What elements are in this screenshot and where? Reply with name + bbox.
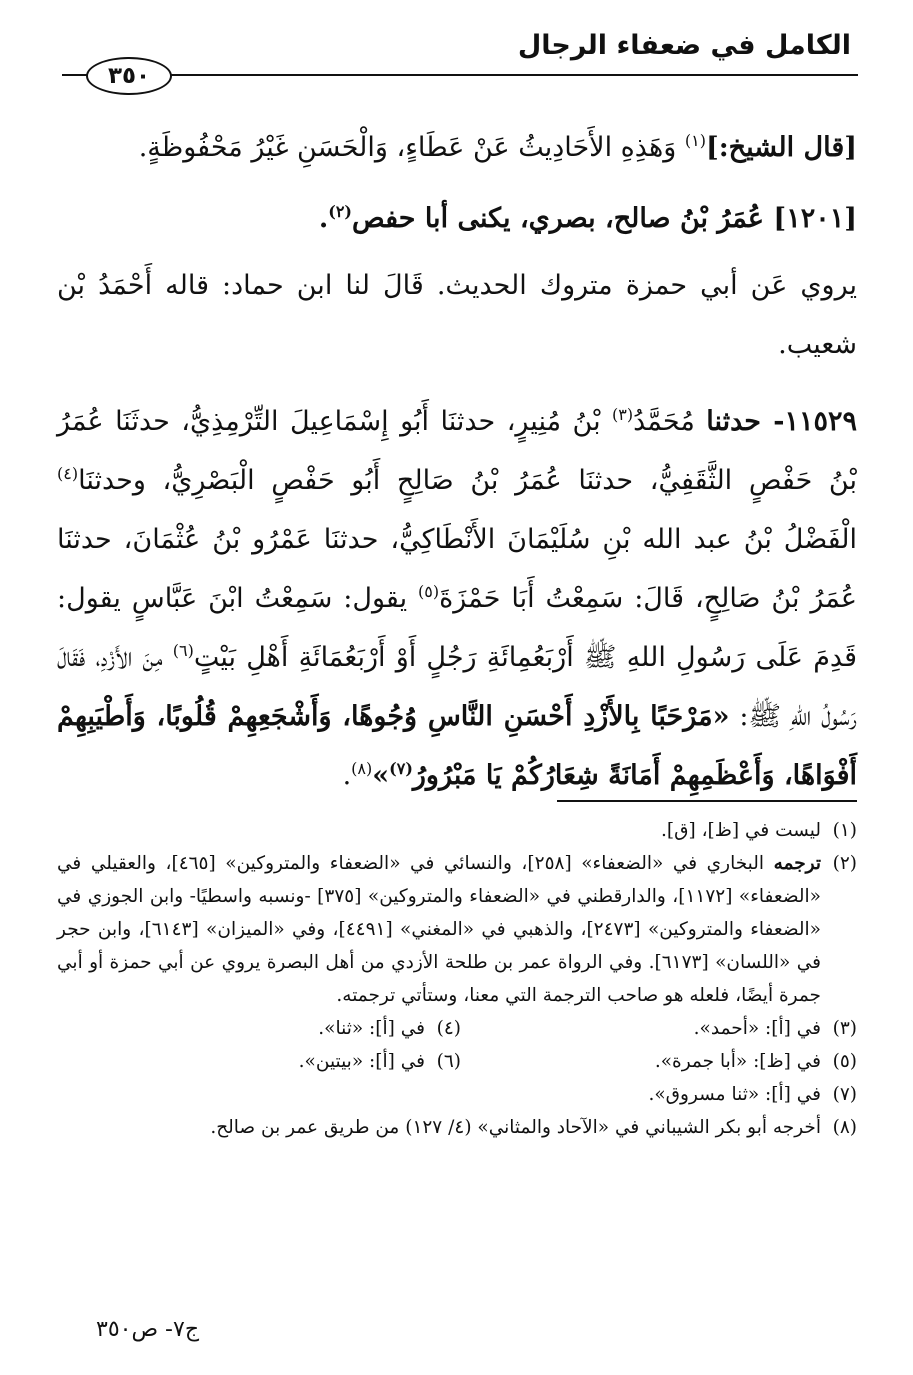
footnote-8 [57,1111,857,1144]
paragraph-shaykh-note [57,118,857,177]
running-header-title: الكامل في ضعفاء الرجال [517,30,851,61]
footnote-rule [557,800,857,802]
paragraph-hadith [57,392,857,805]
footnote-number: (٨) [832,1117,857,1138]
footnote-ref: (٢) [328,202,352,221]
paragraph-text: وَهَذِهِ الأَحَادِيثُ عَنْ عَطَاءٍ، وَالْحَسَنِ غَيْرُ مَحْفُوظَةٍ. [138,132,685,163]
footnote-3 [461,1012,857,1045]
hadith-quote: «مَرْحَبًا بِالأَزْدِ أَحْسَنِ النَّاسِ وُجُوهًا، وَأَشْجَعِهِمْ قُلُوبًا، وَأَطْيَبِهِمْ أَفْوَاهًا، وَأَعْظَمِهِمْ أَمَانَةً شِعَارُكُمْ يَا مَبْرُورُ [57,701,857,791]
footnote-number: (١) [832,820,857,841]
footnote-4 [318,1012,461,1045]
footnote-ref: (٧) [389,759,413,778]
footnote-text: في [أ]: «ثنا». [318,1018,425,1039]
footnote-7 [57,1078,857,1111]
main-text [57,118,857,805]
footnote-ref: (١) [684,131,706,150]
footnote-row [57,1012,857,1045]
hadith-quote-close: » [372,760,390,791]
footnote-ref: (٤) [57,464,79,483]
header-rule [62,74,858,76]
footnote-ref: (٨) [351,759,373,778]
paragraph-narrator [57,256,857,374]
entry-heading [57,189,857,248]
footnote-text: في [أ]: «ثنا مسروق». [648,1084,821,1105]
footnote-text: في [ظ]: «أبا جمرة». [654,1051,821,1072]
footnotes [57,814,857,1144]
footnote-number: (٧) [832,1084,857,1105]
footnote-number: (٦) [436,1051,461,1072]
footnote-number: (٤) [436,1018,461,1039]
isnad-text: مِنَ الأَزْدِ، فَقَالَ رَسُولُ اللهِ ﷺ: [57,642,857,732]
entry-heading-text: [١٢٠١] عُمَرُ بْنُ صالح، بصري، يكنى أبا حفص [352,203,857,234]
footnote-text: ليست في [ظ]، [ق]. [661,820,821,841]
volume-page-reference: ج٧- ص٣٥٠ [96,1317,200,1342]
footnote-1 [57,814,857,847]
isnad-text: الْفَضْلُ بْنُ عبد الله بْنِ سُلَيْمَانَ الأَنْطَاكِيُّ، حدثنَا عَمْرُو بْنُ عُثْمَانَ، حدثنَا عُمَرُ بْنُ صَالِحٍ، قَالَ: سَمِعْتُ أَبَا حَمْزَةَ [57,524,857,614]
footnote-ref: (٦) [172,641,194,660]
footnote-text: البخاري في «الضعفاء» [٢٥٨]، والنسائي في «الضعفاء والمتروكين» [٤٦٥]، والعقيلي في «الضعفاء» [١١٧٢]، والدارقطني في «الضعفاء والمتروكين» [٣٧٥] -ونسبه واسطيًا- وابن الجوزي في «الضعفاء والمتروكين» [٢٤٧٣]، والذهبي في «المغني» [٤٤٩١]، وفي «الميزان» [٦١٤٣]، وابن حجر في «اللسان» [٦١٧٣]. وفي الرواة عمر بن طلحة الأزدي من أهل البصرة يروي عن أبي حمزة أو أبي جمرة أيضًا، فلعله هو صاحب الترجمة التي معنا، وستأتي ترجمته. [57,853,821,1006]
footnote-number: (٢) [832,853,857,874]
footnote-text: في [أ]: «بيتين». [298,1051,425,1072]
isnad-text: يقول: سَمِعْتُ ابْنَ عَبَّاسٍ يقول: قَدِمَ عَلَى رَسُولِ اللهِ ﷺ أَرْبَعُمِائَةِ رَجُلٍ أَوْ أَرْبَعُمَائَةِ أَهْلِ بَيْتٍ [57,583,857,673]
shaykh-label: [قال الشيخ:] [705,132,857,163]
hadith-number: ١١٥٢٩- حدثنا [706,406,857,437]
paragraph-text: يروي عَن أبي حمزة متروك الحديث. قَالَ لنا ابن حماد: قاله أَحْمَدُ بْن شعيب. [57,270,857,360]
footnote-text: أخرجه أبو بكر الشيباني في «الآحاد والمثاني» (٤/ ١٢٧) من طريق عمر بن صالح. [210,1117,821,1138]
isnad-text: بْنُ مُنِيرٍ، حدثنَا أَبُو إِسْمَاعِيلَ التِّرْمِذِيُّ، حدثَنَا عُمَرُ بْنُ حَفْصٍ الثَّقَفِيُّ، حدثنَا عُمَرُ بْنُ صَالِحٍ أَبُو حَفْصٍ الْبَصْرِيُّ، وحدثنَا [57,406,857,496]
footnote-5 [461,1045,857,1078]
footnote-6 [299,1045,461,1078]
footnote-ref: (٣) [612,405,634,424]
footnote-bold: ترجمه [773,853,821,874]
entry-heading-end: . [318,203,329,234]
isnad-text: مُحَمَّدُ [633,406,707,437]
hadith-end: . [342,760,352,791]
page-number: ٣٥٠ [86,57,172,95]
footnote-number: (٣) [832,1018,857,1039]
footnote-number: (٥) [832,1051,857,1072]
footnote-2 [57,847,857,1012]
footnote-ref: (٥) [418,582,440,601]
footnote-row [57,1045,857,1078]
footnote-text: في [أ]: «أحمد». [693,1018,821,1039]
